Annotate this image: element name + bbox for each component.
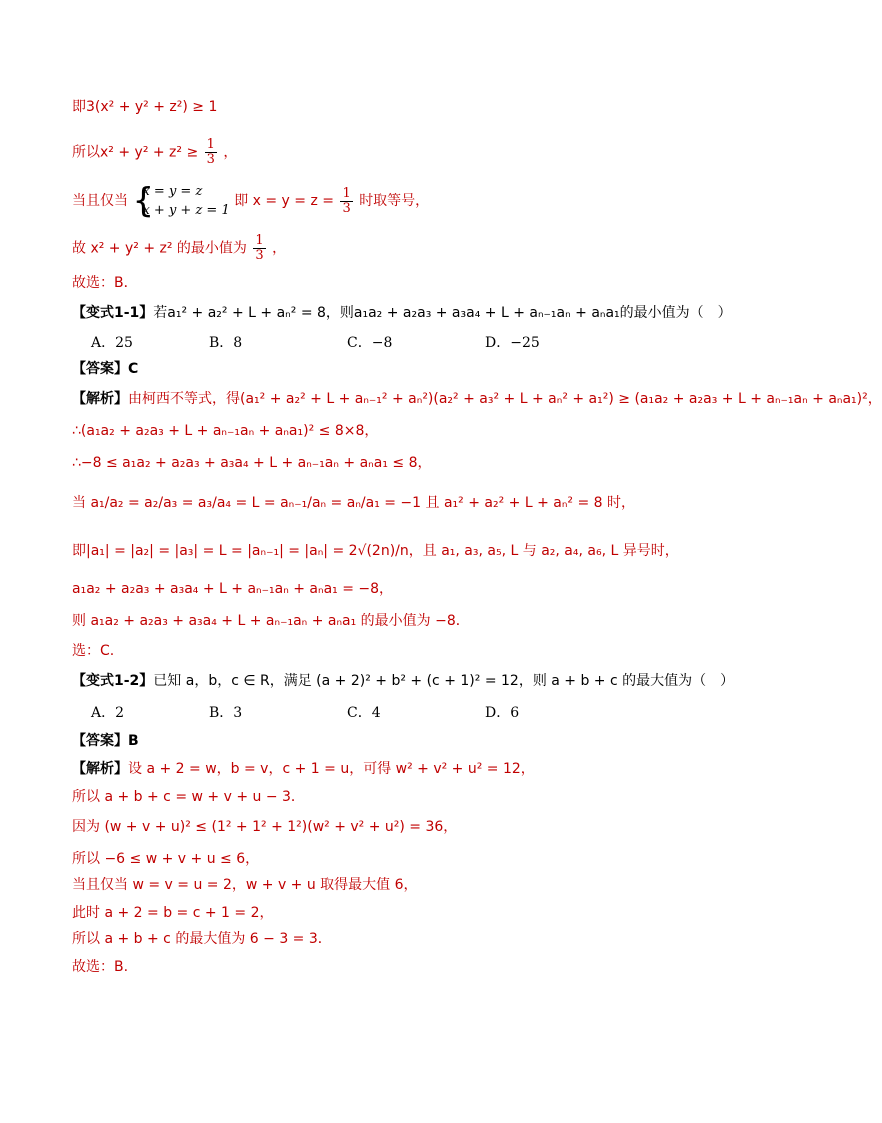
choice-b: B．8: [209, 335, 243, 351]
explanation-line: 当且仅当 w = v = u = 2，w + v + u 取得最大值 6，: [72, 877, 418, 893]
explanation-line: 因为 (w + v + u)² ≤ (1² + 1² + 1²)(w² + v² + u²) = 36，: [72, 819, 458, 835]
line-text: ，: [272, 240, 287, 257]
text-line: [72, 234, 286, 263]
question-tag: 【变式1-1】: [72, 305, 154, 321]
choice-c: C．−8: [347, 335, 393, 351]
text-line: [72, 182, 429, 220]
explanation-line: [72, 760, 535, 778]
explanation-line: 所以 a + b + c 的最大值为 6 − 3 = 3．: [72, 931, 332, 947]
line-text: 所以x² + y² + z² ≥: [72, 144, 199, 161]
denominator: 3: [206, 152, 215, 167]
question-1-1: [72, 304, 732, 322]
choice-d: D．−25: [485, 335, 540, 351]
explanation-line: 则 a₁a₂ + a₂a₃ + a₃a₄ + L + aₙ₋₁aₙ + aₙa₁ 的最小值为 −8．: [72, 613, 470, 629]
line-text: 由柯西不等式，得(a₁² + a₂² + L + aₙ₋₁² + aₙ²)(a₂² + a₃² + L + aₙ² + a₁²) ≥ (a₁a₂ + a₂a₃ + L + aₙ₋₁aₙ + aₙa₁)²，: [128, 391, 882, 407]
question-tag: 【变式1-2】: [72, 673, 154, 689]
equation-system: [132, 182, 229, 220]
choice-d: D．6: [485, 705, 520, 721]
choice-a: A．25: [91, 335, 133, 351]
fraction: [205, 138, 217, 167]
line-text: 故 x² + y² + z² 的最小值为: [72, 240, 247, 257]
question-text: 若a₁² + a₂² + L + aₙ² = 8，则a₁a₂ + a₂a₃ + a₃a₄ + L + aₙ₋₁aₙ + aₙa₁的最小值为（ ）: [153, 305, 732, 321]
explanation-line: 即|a₁| = |a₂| = |a₃| = L = |aₙ₋₁| = |aₙ| = 2√(2n)/n，且 a₁, a₃, a₅, L 与 a₂, a₄, a₆, L 异号时，: [72, 543, 679, 559]
numerator: 1: [255, 233, 264, 248]
text-line: [72, 138, 237, 167]
line-text: ，: [223, 144, 238, 161]
question-1-2: [72, 672, 734, 690]
fraction: [340, 187, 352, 216]
numerator: 1: [206, 137, 215, 152]
choice-b: B．3: [209, 705, 243, 721]
line-text: 即3(x² + y² + z²) ≥ 1: [72, 99, 218, 115]
denominator: 3: [255, 248, 264, 263]
answer-tag: 【答案】C: [72, 361, 139, 377]
denominator: 3: [342, 200, 351, 216]
text-line: [72, 98, 217, 116]
choice-a: A．2: [91, 705, 125, 721]
explanation-line: 此时 a + 2 = b = c + 1 = 2，: [72, 905, 274, 921]
system-row: { x = y = z: [142, 184, 203, 199]
explanation-line: 当 a₁/a₂ = a₂/a₃ = a₃/a₄ = L = aₙ₋₁/aₙ = aₙ/a₁ = −1 且 a₁² + a₂² + L + aₙ² = 8 时，: [72, 495, 636, 511]
line-text: 当且仅当: [72, 193, 128, 209]
line-text: 即 x = y = z =: [234, 193, 334, 209]
explanation-line: 所以 a + b + c = w + v + u − 3．: [72, 789, 305, 805]
fraction: [253, 234, 265, 263]
line-text: 设 a + 2 = w，b = v，c + 1 = u，可得 w² + v² + u² = 12，: [128, 761, 535, 777]
answer-choice-line: 故选：B．: [72, 275, 138, 291]
explanation-line: ∴−8 ≤ a₁a₂ + a₂a₃ + a₃a₄ + L + aₙ₋₁aₙ + aₙa₁ ≤ 8，: [72, 455, 432, 471]
explanation-tag: 【解析】: [72, 761, 128, 777]
choice-c: C．4: [347, 705, 381, 721]
system-row: x + y + z = 1: [142, 203, 230, 218]
question-text: 已知 a，b，c ∈ R，满足 (a + 2)² + b² + (c + 1)² = 12，则 a + b + c 的最大值为（ ）: [153, 673, 735, 689]
numerator: 1: [342, 185, 351, 201]
explanation-line: a₁a₂ + a₂a₃ + a₃a₄ + L + aₙ₋₁aₙ + aₙa₁ = −8，: [72, 581, 394, 597]
answer-tag: 【答案】B: [72, 733, 139, 749]
explanation-line: ∴(a₁a₂ + a₂a₃ + L + aₙ₋₁aₙ + aₙa₁)² ≤ 8×8，: [72, 423, 379, 439]
explanation-line: [72, 390, 882, 408]
line-text: 时取等号，: [359, 193, 430, 209]
explanation-line: 选：C.: [72, 643, 115, 659]
explanation-line: 故选：B.: [72, 959, 129, 975]
explanation-tag: 【解析】: [72, 391, 128, 407]
explanation-line: 所以 −6 ≤ w + v + u ≤ 6，: [72, 851, 260, 867]
